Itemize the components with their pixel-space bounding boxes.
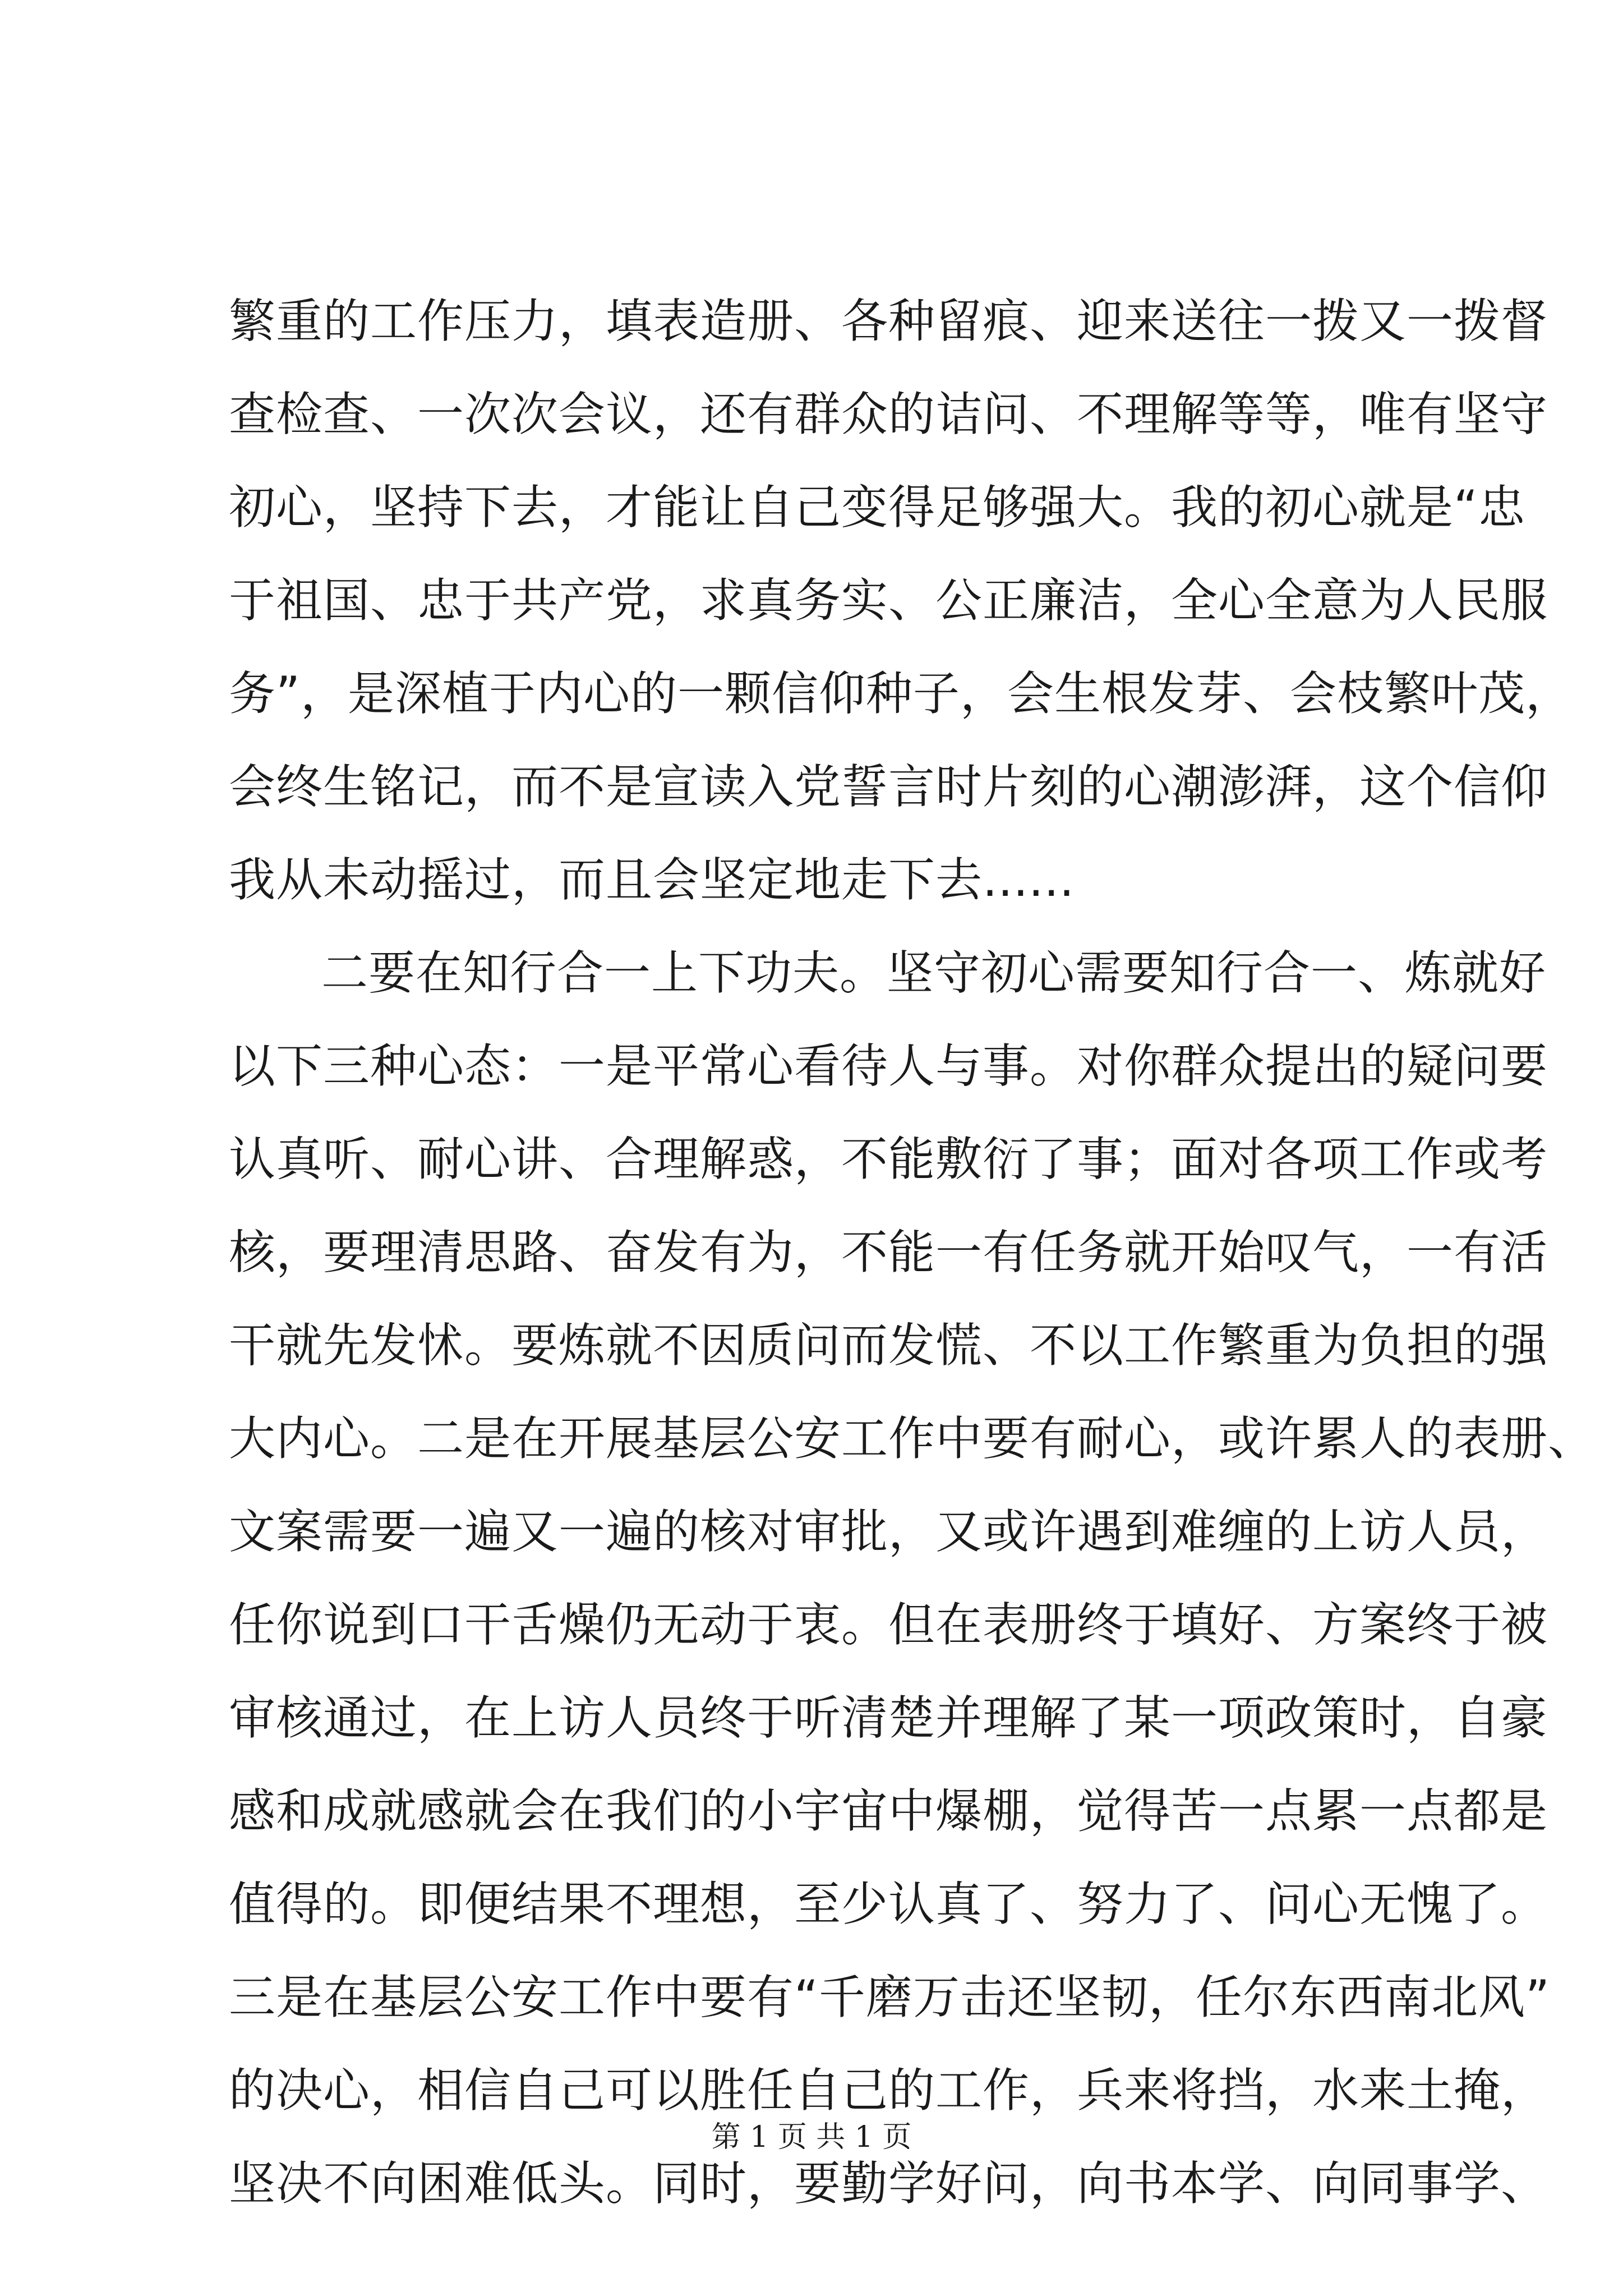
page-footer: 第 1 页 共 1 页 — [711, 2120, 912, 2154]
text-line: 干就先发怵。要炼就不因质问而发慌、不以工作繁重为负担的强 — [229, 1318, 1548, 1373]
text-line: 感和成就感就会在我们的小宇宙中爆棚，觉得苦一点累一点都是 — [229, 1784, 1548, 1838]
document-body — [229, 275, 1595, 2230]
paragraph-first-line: 二要在知行合一上下功夫。坚守初心需要知行合一、炼就好 — [321, 946, 1546, 1000]
text-line: 三是在基层公安工作中要有“千磨万击还坚韧，任尔东西南北风” — [229, 1970, 1550, 2024]
text-line: 任你说到口干舌燥仍无动于衷。但在表册终于填好、方案终于被 — [229, 1598, 1548, 1652]
text-line: 核，要理清思路、奋发有为，不能一有任务就开始叹气，一有活 — [229, 1225, 1548, 1280]
text-line: 以下三种心态：一是平常心看待人与事。对你群众提出的疑问要 — [229, 1039, 1548, 1093]
text-line: 繁重的工作压力，填表造册、各种留痕、迎来送往一拨又一拨督 — [229, 294, 1548, 348]
text-line: 的决心，相信自己可以胜任自己的工作，兵来将挡，水来土掩， — [229, 2063, 1548, 2118]
text-line: 于祖国、忠于共产党，求真务实、公正廉洁，全心全意为人民服 — [229, 573, 1548, 628]
text-line: 大内心。二是在开展基层公安工作中要有耐心，或许累人的表册、 — [229, 1411, 1595, 1466]
text-line: 认真听、耐心讲、合理解惑，不能敷衍了事；面对各项工作或考 — [229, 1132, 1548, 1186]
text-line: 值得的。即便结果不理想，至少认真了、努力了、问心无愧了。 — [229, 1877, 1548, 1931]
text-line: 我从未动摇过，而且会坚定地走下去...... — [229, 853, 1075, 907]
text-line: 初心，坚持下去，才能让自己变得足够强大。我的初心就是“忠 — [229, 480, 1525, 535]
text-line: 坚决不向困难低头。同时，要勤学好问，向书本学、向同事学、 — [229, 2156, 1548, 2211]
text-line: 查检查、一次次会议，还有群众的诘问、不理解等等，唯有坚守 — [229, 387, 1548, 441]
text-line: 务”，是深植于内心的一颗信仰种子，会生根发芽、会枝繁叶茂， — [229, 666, 1573, 721]
text-line: 审核通过，在上访人员终于听清楚并理解了某一项政策时，自豪 — [229, 1691, 1548, 1745]
text-line: 会终生铭记，而不是宣读入党誓言时片刻的心潮澎湃，这个信仰 — [229, 760, 1548, 814]
text-line: 文案需要一遍又一遍的核对审批，又或许遇到难缠的上访人员， — [229, 1504, 1548, 1559]
